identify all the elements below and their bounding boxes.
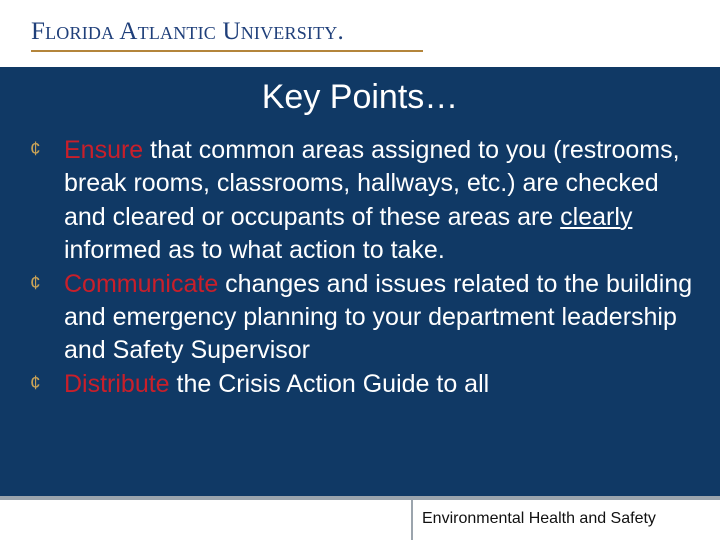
logo-divider	[31, 50, 423, 52]
bullet-lead: Ensure	[64, 136, 144, 164]
university-logo: Florida Atlantic University.	[31, 18, 344, 45]
bullet-text: the Crisis Action Guide to all	[169, 369, 490, 398]
bullet-item	[30, 368, 705, 401]
bullet-icon: ¢	[30, 272, 41, 294]
bullet-icon: ¢	[30, 139, 41, 160]
bullet-lead: Communicate	[64, 269, 219, 298]
underlined-text: clearly	[560, 202, 633, 231]
footer-label: Environmental Health and Safety	[422, 510, 656, 527]
slide-title: Key Points…	[261, 78, 459, 116]
bullet-icon: ¢	[30, 372, 41, 394]
bullet-item	[30, 134, 705, 268]
bullet-lead: Distribute	[64, 369, 170, 398]
bullet-text: that common areas assigned to you (restrooms, break rooms, classrooms, hallways, etc.) are checked and cleared or occupants of these areas are	[64, 136, 680, 231]
header-bar	[0, 0, 720, 67]
bullet-text: changes and issues related to the building and emergency planning to your department leadership and Safety Supervisor	[64, 269, 693, 365]
bullet-list	[30, 134, 705, 401]
bullet-item	[30, 268, 705, 368]
bullet-text: informed as to what action to take.	[64, 236, 445, 265]
